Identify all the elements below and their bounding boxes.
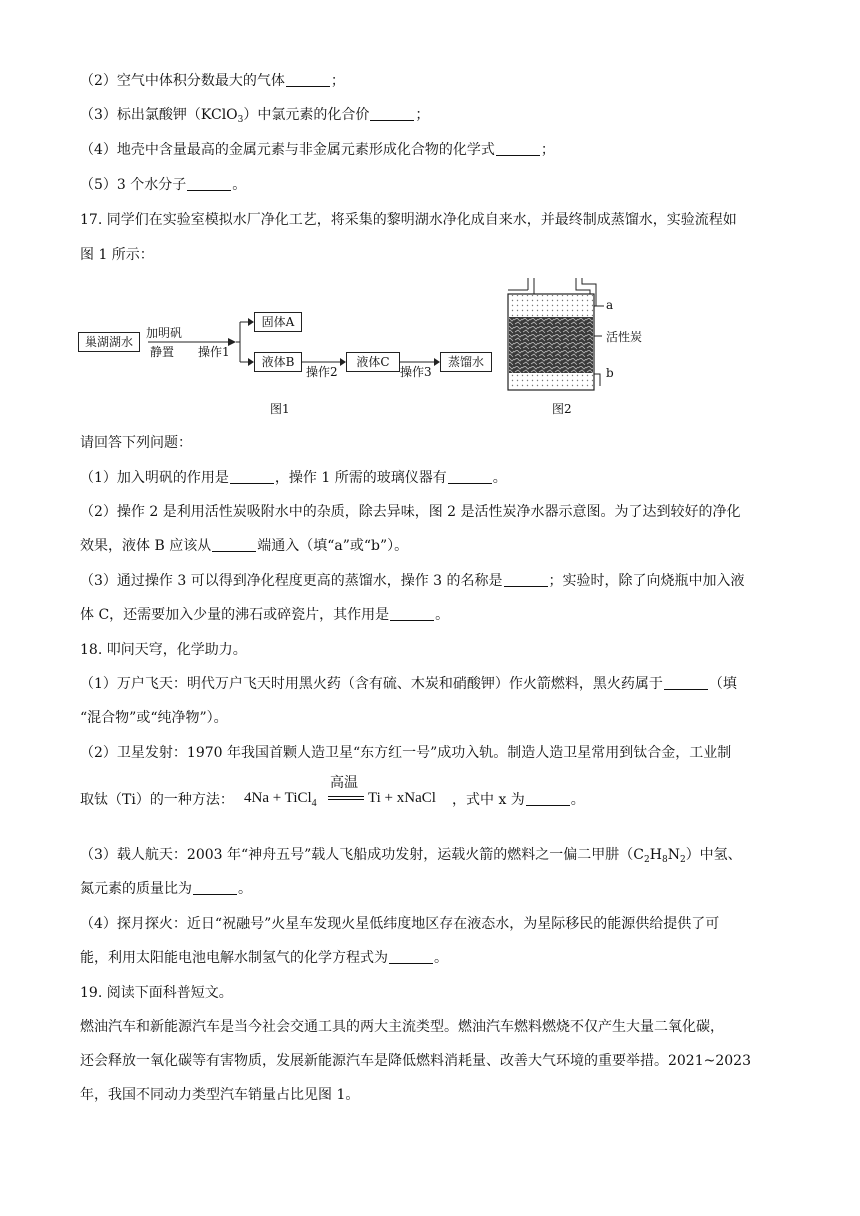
answer-blank[interactable] — [286, 72, 330, 87]
carbon-label: 活性炭 — [606, 330, 643, 344]
answer-blank[interactable] — [212, 537, 256, 552]
question-18-2-tail — [452, 790, 652, 810]
equation-bar-bottom — [328, 799, 364, 800]
question-18-stem: 18. 叩问天穹，化学助力。 — [80, 642, 247, 658]
answer-blank[interactable] — [664, 675, 708, 690]
label-op3: 操作3 — [400, 365, 432, 379]
passage-line-3: 年，我国不同动力类型汽车销量占比见图 1。 — [80, 1087, 360, 1103]
question-16-3 — [80, 105, 780, 130]
subscript: 8 — [661, 855, 668, 865]
question-18-1 — [80, 674, 780, 694]
question-17-3 — [80, 571, 780, 591]
question-17-1 — [80, 468, 780, 488]
text: 。 — [434, 950, 448, 966]
text: ； — [330, 73, 345, 89]
equation-condition: 高温 — [330, 775, 358, 791]
question-17-stem: 17. 同学们在实验室模拟水厂净化工艺，将采集的黎明湖水净化成自来水，并最终制成蒸馏水，实验流程如 — [80, 212, 737, 228]
question-17-2: （2）操作 2 是利用活性炭吸附水中的杂质，除去异味，图 2 是活性炭净水器示意图。为了达到较好的净化 — [80, 504, 741, 520]
text: 能，利用太阳能电池电解水制氢气的化学方程式为 — [80, 950, 388, 966]
text: 。 — [570, 792, 585, 808]
text: （1）加入明矾的作用是 — [80, 470, 229, 486]
text: （4）地壳中含量最高的金属元素与非金属元素形成化合物的化学式 — [80, 142, 495, 158]
question-16-5 — [80, 175, 780, 195]
text: ，操作 1 所需的玻璃仪器有 — [274, 470, 447, 486]
answer-blank[interactable] — [187, 176, 231, 191]
text: 取钛（Ti）的一种方法： — [80, 792, 234, 808]
text: 效果，液体 B 应该从 — [80, 538, 212, 554]
passage-line-1: 燃油汽车和新能源汽车是当今社会交通工具的两大主流类型。燃油汽车燃料燃烧不仅产生大量二氧化碳， — [80, 1019, 724, 1035]
port-b-label: b — [606, 366, 614, 380]
box-source: 巢湖湖水 — [78, 332, 140, 352]
titanium-equation — [244, 772, 444, 812]
question-18-3 — [80, 845, 780, 870]
question-18-3-cont — [80, 879, 780, 899]
question-16-2 — [80, 71, 780, 91]
label-op1: 操作1 — [198, 345, 230, 359]
ask-line: 请回答下列问题： — [80, 435, 192, 451]
answer-blank[interactable] — [496, 141, 540, 156]
text: ；实验时，除了向烧瓶中加入液 — [548, 573, 745, 589]
subscript: 2 — [644, 855, 650, 865]
box-liquid-c: 液体C — [346, 352, 400, 372]
question-17-stem-cont: 图 1 所示： — [80, 247, 154, 263]
question-18-1-cont: “混合物”或“纯净物”）。 — [80, 710, 228, 726]
text: 体 C，还需要加入少量的沸石或碎瓷片，其作用是 — [80, 607, 390, 623]
text: （填 — [708, 676, 737, 692]
port-a-label: a — [606, 298, 614, 312]
question-18-4: （4）探月探火：近日“祝融号”火星车发现火星低纬度地区存在液态水，为星际移民的能源供给提供了可 — [80, 916, 720, 932]
question-17-3-cont — [80, 605, 780, 625]
answer-blank[interactable] — [526, 791, 570, 806]
purifier-diagram — [490, 278, 670, 393]
answer-blank[interactable] — [504, 572, 548, 587]
subscript: 3 — [237, 115, 244, 125]
label-op2: 操作2 — [306, 365, 338, 379]
text: （3）载人航天：2003 年“神舟五号”载人飞船成功发射，运载火箭的燃料之一偏二甲肼（C — [80, 847, 645, 863]
text: H — [649, 847, 662, 863]
text: ； — [415, 107, 430, 123]
text: 氮元素的质量比为 — [80, 881, 192, 897]
answer-blank[interactable] — [370, 106, 414, 121]
text: 。 — [238, 881, 252, 897]
text: ）中氢、 — [685, 847, 742, 863]
box-solid-a: 固体A — [254, 312, 302, 332]
text: 。 — [492, 470, 507, 486]
text: ，式中 x 为 — [452, 792, 525, 808]
subscript: 2 — [679, 855, 686, 865]
box-distilled-water: 蒸馏水 — [440, 352, 492, 372]
text: 端通入（填“a”或“b”）。 — [257, 538, 409, 554]
box-liquid-b: 液体B — [254, 352, 302, 372]
question-17-2-cont — [80, 536, 780, 556]
equation-left: 4Na + TiCl$_4$ — [244, 790, 317, 809]
label-settle: 静置 — [150, 345, 175, 359]
text: （2）空气中体积分数最大的气体 — [80, 73, 285, 89]
text: （1）万户飞天：明代万户飞天时用黑火药（含有硫、木炭和硝酸钾）作火箭燃料，黑火药属于 — [80, 676, 663, 692]
figure-2-purifier — [490, 278, 670, 418]
label-add-alum: 加明矾 — [146, 326, 183, 340]
figure-1-flowchart — [78, 300, 498, 420]
question-19-stem: 19. 阅读下面科普短文。 — [80, 985, 233, 1001]
answer-blank[interactable] — [193, 880, 237, 895]
equation-right: Ti + xNaCl — [368, 790, 436, 806]
passage-line-2: 还会释放一氧化碳等有害物质，发展新能源汽车是降低燃料消耗量、改善大气环境的重要举措。2021~2023 — [80, 1053, 751, 1069]
answer-blank[interactable] — [230, 469, 274, 484]
answer-blank[interactable] — [390, 606, 434, 621]
text: （5）3 个水分子 — [80, 177, 187, 193]
answer-blank[interactable] — [448, 469, 492, 484]
equation-bar-top — [328, 796, 364, 797]
text: （3）标出氯酸钾（KClO — [80, 107, 238, 123]
question-18-2: （2）卫星发射：1970 年我国首颗人造卫星“东方红一号”成功入轨。制造人造卫星常用到钛合金，工业制 — [80, 745, 732, 761]
answer-blank[interactable] — [389, 949, 433, 964]
text: ； — [540, 142, 555, 158]
text: 。 — [435, 607, 450, 623]
text: N — [667, 847, 680, 863]
text: ）中氯元素的化合价 — [243, 107, 370, 123]
figure-2-caption: 图2 — [552, 402, 572, 416]
question-18-4-cont — [80, 948, 780, 968]
text: 。 — [232, 177, 247, 193]
figure-1-caption: 图1 — [270, 402, 290, 416]
question-16-4 — [80, 140, 780, 160]
text: （3）通过操作 3 可以得到净化程度更高的蒸馏水，操作 3 的名称是 — [80, 573, 503, 589]
